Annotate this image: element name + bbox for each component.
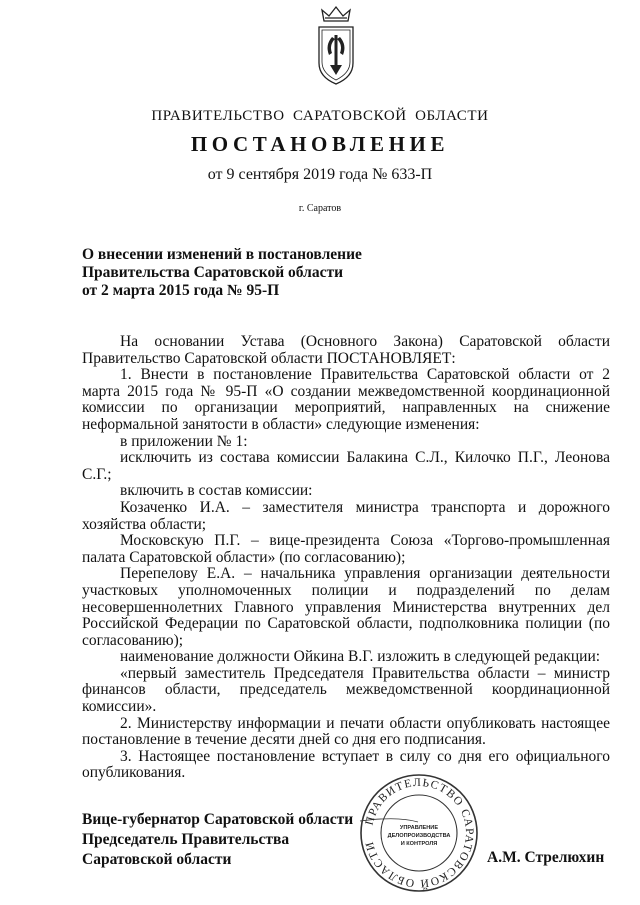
signature-block [82,810,353,870]
document-date-number: от 9 сентября 2019 года № 633-П [207,166,433,183]
body-paragraph: Московскую П.Г. – вице-президента Союза «Торгово-промышленная палата Саратовской области» (по согласованию); [82,532,610,566]
signatory-title-line: Вице-губернатор Саратовской области [82,811,354,828]
body-paragraph: наименование должности Ойкина В.Г. изложить в следующей редакции: [120,648,601,666]
subject-line: от 2 марта 2015 года № 95-П [82,282,280,299]
body-paragraph: 1. Внести в постановление Правительства Саратовской области от 2 марта 2015 года № 95-П «О создании межведомственной координационной комиссии по организации мероприятий, направленных на снижение неформальной занятости в области» следующие изменения: [82,366,610,433]
body-paragraph: «первый заместитель Председателя Правительства области – министр финансов области, председатель межведомственной координационной комиссии». [82,664,610,716]
signer-name: А.М. Стрелюхин [487,849,605,866]
body-paragraph: 2. Министерству информации и печати области опубликовать настоящее постановление в течение десяти дней со дня его подписания. [82,714,610,749]
document-body [82,334,610,782]
signatory-title-line: Председатель Правительства [82,831,290,848]
subject-line: Правительства Саратовской области [82,264,343,281]
seal-center-line: И КОНТРОЛЯ [400,841,438,847]
body-paragraph: 3. Настоящее постановление вступает в силу со дня его официального опубликования. [82,747,610,782]
document-subject [82,246,402,300]
seal-ring-text: ПРАВИТЕЛЬСТВО САРАТОВСКОЙ ОБЛАСТИ [363,776,476,890]
seal-center-line: ДЕЛОПРОИЗВОДСТВА [387,833,451,839]
government-name: ПРАВИТЕЛЬСТВО САРАТОВСКОЙ ОБЛАСТИ [151,108,489,124]
document-city: г. Саратов [298,203,342,214]
body-paragraph: исключить из состава комиссии Балакина С.Л., Килочко П.Г., Леонова С.Г.; [82,449,610,483]
body-paragraph: На основании Устава (Основного Закона) Саратовской области Правительство Саратовской области ПОСТАНОВЛЯЕТ: [82,333,610,367]
subject-line: О внесении изменений в постановление [82,246,362,263]
official-round-seal-icon [358,772,480,894]
document-type-title: ПОСТАНОВЛЕНИЕ [190,132,450,156]
saratov-region-coat-of-arms-icon [311,5,361,87]
body-paragraph: Козаченко И.А. – заместителя министра транспорта и дорожного хозяйства области; [82,498,610,533]
signatory-title-line: Саратовской области [82,851,232,868]
body-paragraph: в приложении № 1: [120,432,248,450]
body-paragraph: включить в состав комиссии: [120,482,313,500]
body-paragraph: Перепелову Е.А. – начальника управления организации деятельности участковых уполномоченных полиции и подразделений по делам несовершеннолетних Главного управления Министерства внутренних дел Российской Федерации по Саратовской области, подполковника полиции (по согласованию); [82,565,610,649]
seal-center-line: УПРАВЛЕНИЕ [399,825,439,831]
